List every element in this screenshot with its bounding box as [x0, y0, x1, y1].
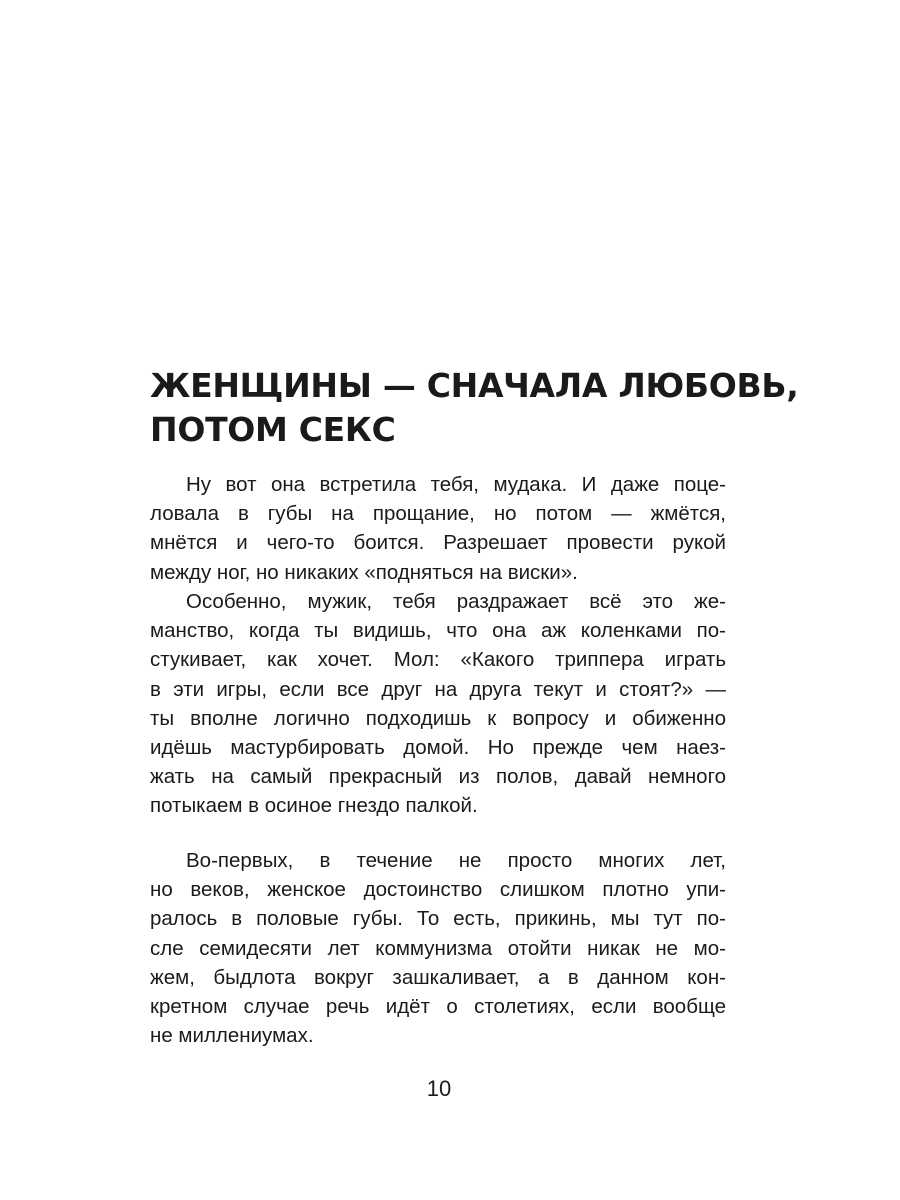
text-line: кретном случае речь идёт о столетиях, если вообще	[150, 994, 726, 1018]
chapter-title-line: ПОТОМ СЕКС	[150, 410, 396, 449]
text-line: Особенно, мужик, тебя раздражает всё это же-	[186, 590, 726, 613]
chapter-title-line: ЖЕНЩИНЫ — СНАЧАЛА ЛЮБОВЬ,	[150, 366, 799, 405]
text-line: между ног, но никаких «подняться на виски».	[150, 560, 578, 584]
text-line: жать на самый прекрасный из полов, давай немного	[150, 765, 726, 789]
text-line: манство, когда ты видишь, что она аж коленками по-	[150, 619, 726, 643]
text-line: ралось в половые губы. То есть, прикинь, мы тут по-	[150, 907, 726, 931]
text-line: сле семидесяти лет коммунизма отойти никак не мо-	[150, 936, 726, 960]
text-line: но веков, женское достоинство слишком плотно упи-	[150, 878, 726, 902]
chapter-title	[150, 364, 799, 452]
text-line: ты вполне логично подходишь к вопросу и обиженно	[150, 706, 726, 730]
text-line: жем, быдлота вокруг зашкаливает, а в данном кон-	[150, 965, 726, 989]
text-line: мнётся и чего-то боится. Разрешает провести рукой	[150, 531, 726, 555]
text-line: ловала в губы на прощание, но потом — жмётся,	[150, 502, 726, 526]
page-number: 10	[426, 1076, 452, 1101]
text-line: Во-первых, в течение не просто многих лет,	[186, 849, 726, 872]
paragraph	[150, 846, 726, 1050]
paragraph	[150, 470, 726, 587]
paragraph	[150, 587, 726, 821]
text-line: не миллениумах.	[150, 1024, 314, 1048]
text-line: стукивает, как хочет. Мол: «Какого триппера играть	[150, 648, 726, 672]
text-line: идёшь мастурбировать домой. Но прежде чем наез-	[150, 735, 726, 759]
text-line: Ну вот она встретила тебя, мудака. И даже поце-	[186, 473, 726, 496]
text-line: потыкаем в осиное гнездо палкой.	[150, 794, 478, 818]
text-line: в эти игры, если все друг на друга текут и стоят?» —	[150, 677, 726, 701]
